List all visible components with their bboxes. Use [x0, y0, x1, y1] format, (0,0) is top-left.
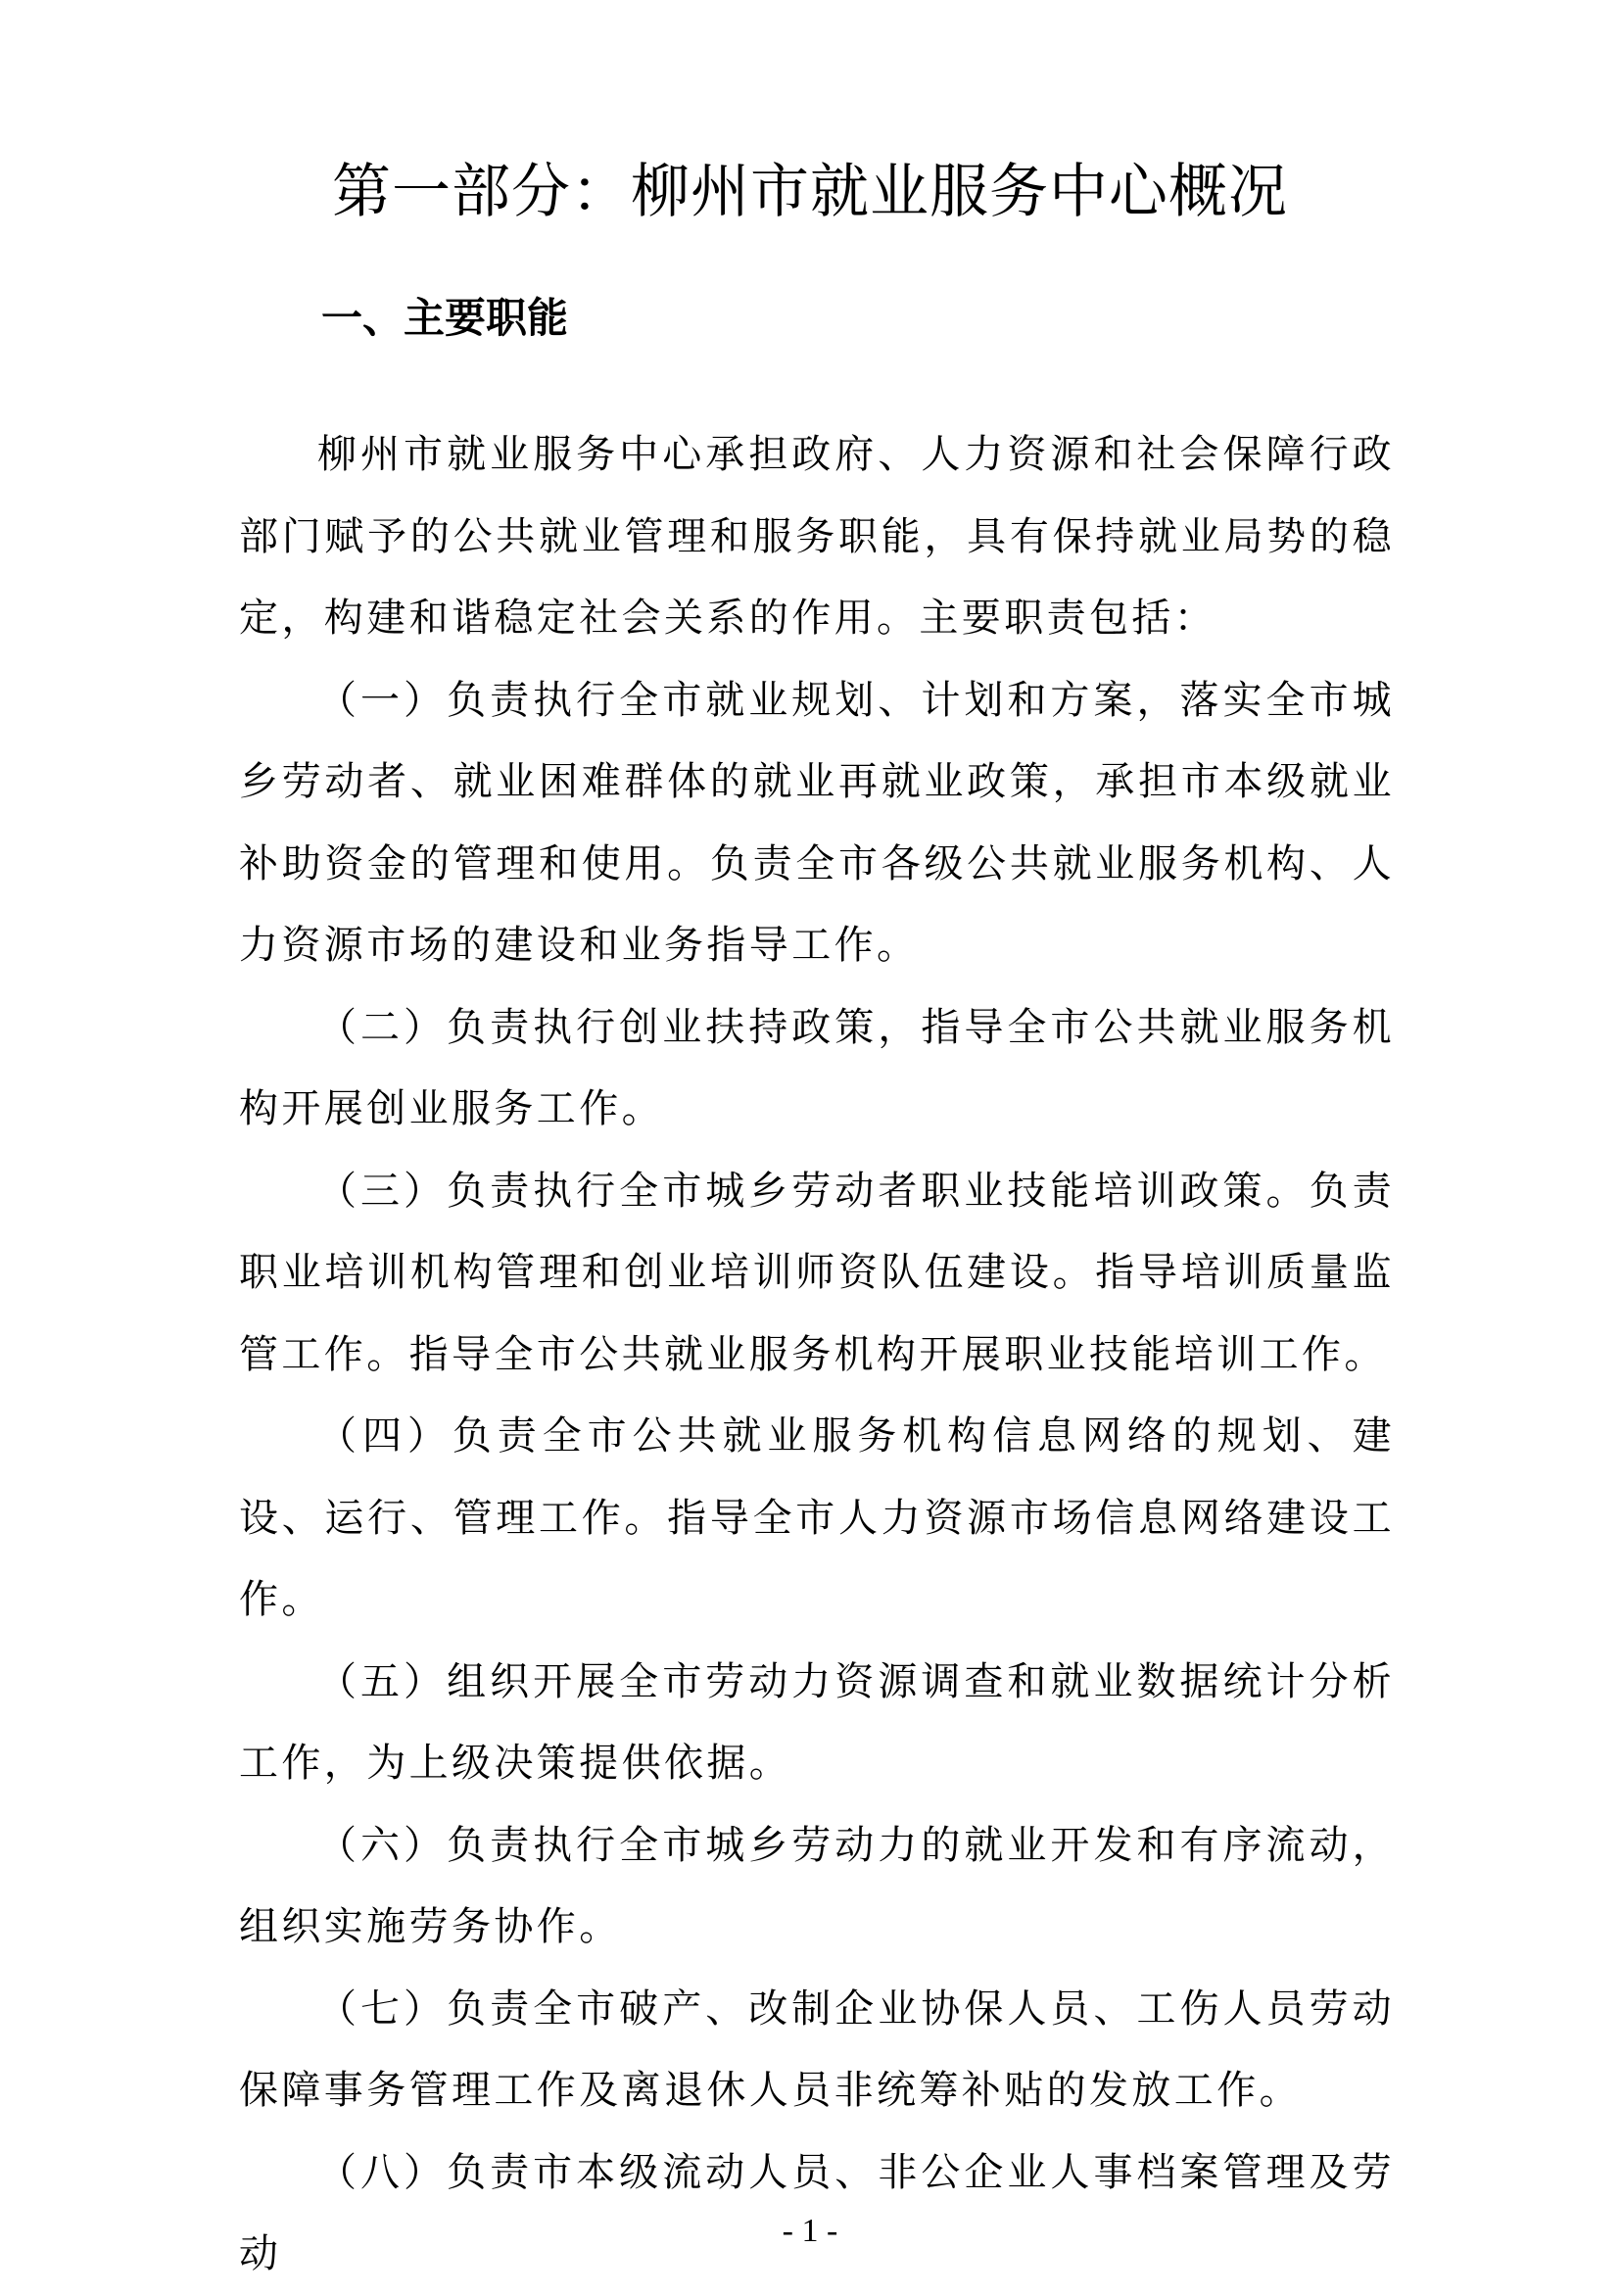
section-heading: 一、主要职能 — [321, 294, 569, 342]
intro-paragraph: 柳州市就业服务中心承担政府、人力资源和社会保障行政部门赋予的公共就业管理和服务职能，具有保持就业局势的稳定，构建和谐稳定社会关系的作用。主要职责包括： — [239, 432, 1395, 641]
duty-item-5: （五）组织开展全市劳动力资源调查和就业数据统计分析工作，为上级决策提供依据。 — [239, 1658, 1395, 1786]
duty-item-6: （六）负责执行全市城乡劳动力的就业开发和有序流动，组织实施劳务协作。 — [239, 1822, 1395, 1949]
duty-item-4: （四）负责全市公共就业服务机构信息网络的规划、建设、运行、管理工作。指导全市人力资源市场信息网络建设工作。 — [239, 1413, 1395, 1622]
duty-item-7: （七）负责全市破产、改制企业协保人员、工伤人员劳动保障事务管理工作及离退休人员非统筹补贴的发放工作。 — [239, 1985, 1395, 2113]
duty-item-1: （一）负责执行全市就业规划、计划和方案，落实全市城乡劳动者、就业困难群体的就业再就业政策，承担市本级就业补助资金的管理和使用。负责全市各级公共就业服务机构、人力资源市场的建设和业务指导工作。 — [239, 677, 1395, 968]
document-body — [239, 414, 1395, 2296]
duty-item-8: （八）负责市本级流动人员、非公企业人事档案管理及劳动 — [239, 2149, 1395, 2276]
page-title: 第一部分：柳州市就业服务中心概况 — [332, 158, 1288, 226]
duty-item-3: （三）负责执行全市城乡劳动者职业技能培训政策。负责职业培训机构管理和创业培训师资队伍建设。指导培训质量监管工作。指导全市公共就业服务机构开展职业技能培训工作。 — [239, 1168, 1395, 1377]
page-number: - 1 - — [782, 2213, 838, 2249]
duty-item-2: （二）负责执行创业扶持政策，指导全市公共就业服务机构开展创业服务工作。 — [239, 1004, 1395, 1131]
